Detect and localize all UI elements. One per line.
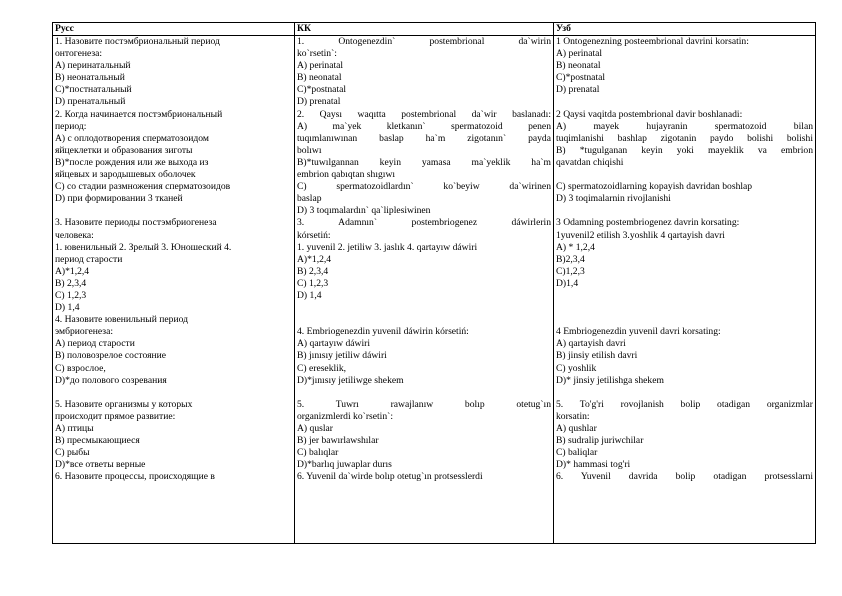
text-line: B) *tugulganan keyin yoki mayeklik va embrion	[556, 144, 813, 156]
text-line: D) prenatal	[297, 96, 341, 108]
text-line: 1. ювенильный 2. Зрелый 3. Юношеский 4.	[55, 241, 232, 253]
text-line: 2 Qaysi vaqitda postembrional davir boshlanadi:	[556, 108, 743, 120]
text-line: А) перинатальный	[55, 60, 131, 72]
text-line: В)*после рождения или же выхода из	[55, 156, 209, 168]
text-line: korsatin:	[556, 410, 590, 422]
text-line: bolıwı	[297, 144, 322, 156]
text-line: В) половозрелое состояние	[55, 350, 167, 362]
text-line: A) qushlar	[556, 423, 597, 434]
text-line: B) neonatal	[297, 72, 342, 84]
text-line: период старости	[55, 253, 123, 265]
blank-line	[297, 302, 551, 314]
text-line: D) 1,4	[297, 289, 322, 301]
text-line: A)*1,2,4	[297, 253, 332, 265]
text-line: В) 2,3,4	[55, 277, 87, 289]
blank-line	[556, 387, 813, 399]
header-russian: Русс	[53, 23, 295, 36]
header-row	[53, 23, 816, 36]
text-line: С) рыбы	[55, 447, 90, 459]
blank-line	[55, 205, 292, 217]
text-line: D) prenatal	[556, 84, 600, 96]
text-line: 1yuvenil2 etilish 3.yoshlik 4 qartayish davri	[556, 229, 725, 241]
text-line: D)* hammasi tog'ri	[556, 459, 631, 471]
text-line: C) spermatozoidlardın` ko`beyiw da`wirinen	[297, 181, 551, 193]
text-line: 1. yuvenil 2. jetiliw 3. jaslık 4. qartayıw dáwiri	[297, 241, 478, 253]
text-line: 6. Yuvenil davrida bolip otadigan protsesslarni	[556, 471, 813, 483]
text-line: 3 Odamning postembriogenez davrin korsating:	[556, 217, 740, 229]
blank-line	[297, 314, 551, 326]
text-line: C) 1,2,3	[297, 277, 329, 289]
blank-line	[297, 387, 551, 399]
text-line: C) spermatozoidlarning kopayish davridan boshlap	[556, 181, 753, 193]
text-line: C)1,2,3	[556, 265, 585, 277]
text-line: 3. Adamnın` postembriogenez dáwirlerin	[297, 217, 551, 229]
text-line: B) 2,3,4	[297, 265, 329, 277]
text-line: эмбриогенеза:	[55, 326, 114, 338]
text-line: происходит прямое развитие:	[55, 410, 176, 422]
text-line: A) qartayıw dáwiri	[297, 338, 370, 350]
text-line: baslap	[297, 193, 322, 205]
blank-line	[55, 387, 292, 399]
text-line: А)*1,2,4	[55, 265, 90, 277]
karakalpak-column	[295, 36, 554, 544]
text-line: D)*все ответы верные	[55, 459, 146, 471]
text-line: С)*постнатальный	[55, 84, 132, 96]
text-line: С) 1,2,3	[55, 289, 87, 301]
blank-line	[556, 302, 813, 314]
text-line: А) птицы	[55, 423, 94, 434]
text-line: А) с оплодотворения сперматозоидом	[55, 132, 209, 144]
text-line: A) ma`yek kletkanın` spermatozoid penen	[297, 120, 551, 132]
text-line: B) sudralip juriwchilar	[556, 435, 644, 447]
blank-line	[556, 169, 813, 181]
text-line: kórsetiń:	[297, 229, 331, 241]
text-line: D) 3 toqımalardın` qa`liplesiwinen	[297, 205, 431, 217]
text-line: В) неонатальный	[55, 72, 125, 84]
text-line: 5. Tuwrı rawajlanıw bolıp otetug`ın	[297, 398, 551, 410]
russian-column	[53, 36, 295, 544]
text-line: A) mayek hujayranin spermatozoid bilan	[556, 120, 813, 132]
text-line: embrion qabıqtan shıgıwı	[297, 169, 396, 181]
text-line: D) 1,4	[55, 302, 80, 314]
text-line: D)1,4	[556, 277, 579, 289]
text-line: C) baliqlar	[556, 447, 598, 459]
text-line: A) perinatal	[556, 48, 603, 60]
text-line: 4. Назовите ювенильный период	[55, 314, 188, 326]
text-line: D)* jinsiy jetilishga shekem	[556, 374, 664, 386]
text-line: B) jınısıy jetiliw dáwiri	[297, 350, 387, 362]
uzbek-column	[554, 36, 816, 544]
text-line: 6. Yuvenil da`wirde bolıp otetug`ın protsesslerdi	[297, 471, 483, 483]
text-line: онтогенеза:	[55, 48, 103, 60]
text-line: 1 Ontogenezning posteembrional davrini korsatin:	[556, 36, 749, 47]
blank-line	[556, 290, 813, 302]
text-line: qavatdan chiqishi	[556, 156, 624, 168]
text-line: яйцевых и зародышевых оболочек	[55, 169, 196, 181]
text-line: человека:	[55, 229, 94, 241]
text-line: C) yoshlik	[556, 362, 597, 374]
text-line: С) взрослое,	[55, 362, 106, 374]
header-karakalpak: КК	[295, 23, 554, 36]
text-line: B)*tuwılgannan keyin yamasa ma`yeklik ha`m	[297, 156, 551, 168]
text-line: 1. Ontogenezdin` postembrional da`wirin	[297, 36, 551, 47]
text-line: C)*postnatal	[297, 84, 347, 96]
text-line: B) jer bawırlawshılar	[297, 435, 379, 447]
text-line: 2. Когда начинается постэмбриональный	[55, 108, 223, 120]
text-line: C) balıqlar	[297, 447, 339, 459]
text-line: 5. Назовите организмы у которых	[55, 398, 193, 410]
text-line: B) neonatal	[556, 60, 601, 72]
text-line: organizmlerdi ko`rsetin`:	[297, 410, 393, 422]
text-line: А) период старости	[55, 338, 135, 350]
text-line: 2. Qaysı waqıtta postembrional da`wir baslanadı:	[297, 108, 551, 120]
text-line: 5. To'g'ri rovojlanish bolip otadigan organizmlar	[556, 398, 813, 410]
text-line: ko`rsetin`:	[297, 48, 337, 60]
text-line: 1. Назовите постэмбриональный период	[55, 36, 220, 47]
text-line: В) пресмыкающиеся	[55, 435, 140, 447]
content-row	[53, 36, 816, 544]
text-line: 6. Назовите процессы, происходящие в	[55, 471, 215, 483]
text-line: D)*jınısıy jetiliwge shekem	[297, 374, 404, 386]
header-uzbek: Узб	[554, 23, 816, 36]
text-line: D)*до полового созревания	[55, 374, 167, 386]
text-line: 4 Embriogenezdin yuvenil davri korsating:	[556, 326, 721, 338]
text-line: 3. Назовите периоды постэмбриогенеза	[55, 217, 217, 229]
text-line: D) пренатальный	[55, 96, 126, 108]
text-line: 4. Embriogenezdin yuvenil dáwirin kórsetiń:	[297, 326, 469, 338]
blank-line	[556, 314, 813, 326]
text-line: период:	[55, 120, 87, 132]
text-line: яйцеклетки и образования зиготы	[55, 144, 193, 156]
text-line: tuqimlanishi bashlap zigotanin paydo bolishi bolishi	[556, 132, 813, 144]
text-line: B) jinsiy etilish davri	[556, 350, 638, 362]
text-line: С) со стадии размножения сперматозоидов	[55, 181, 231, 193]
text-line: C) ereseklik,	[297, 362, 347, 374]
text-line: tuqımlanıwınan baslap ha`m zigotanın` payda	[297, 132, 551, 144]
text-line: B)2,3,4	[556, 253, 585, 265]
test-questions-table	[52, 22, 816, 544]
text-line: D) при формировании 3 тканей	[55, 193, 183, 205]
blank-line	[556, 205, 813, 217]
text-line: D) 3 toqimalarnin rivojlanishi	[556, 193, 671, 205]
text-line: A) * 1,2,4	[556, 241, 595, 253]
text-line: A) qartayish davri	[556, 338, 626, 350]
text-line: C)*postnatal	[556, 72, 606, 84]
blank-line	[556, 96, 813, 108]
text-line: D)*barlıq juwaplar durıs	[297, 459, 392, 471]
text-line: A) quslar	[297, 423, 333, 434]
text-line: A) perinatal	[297, 60, 344, 72]
